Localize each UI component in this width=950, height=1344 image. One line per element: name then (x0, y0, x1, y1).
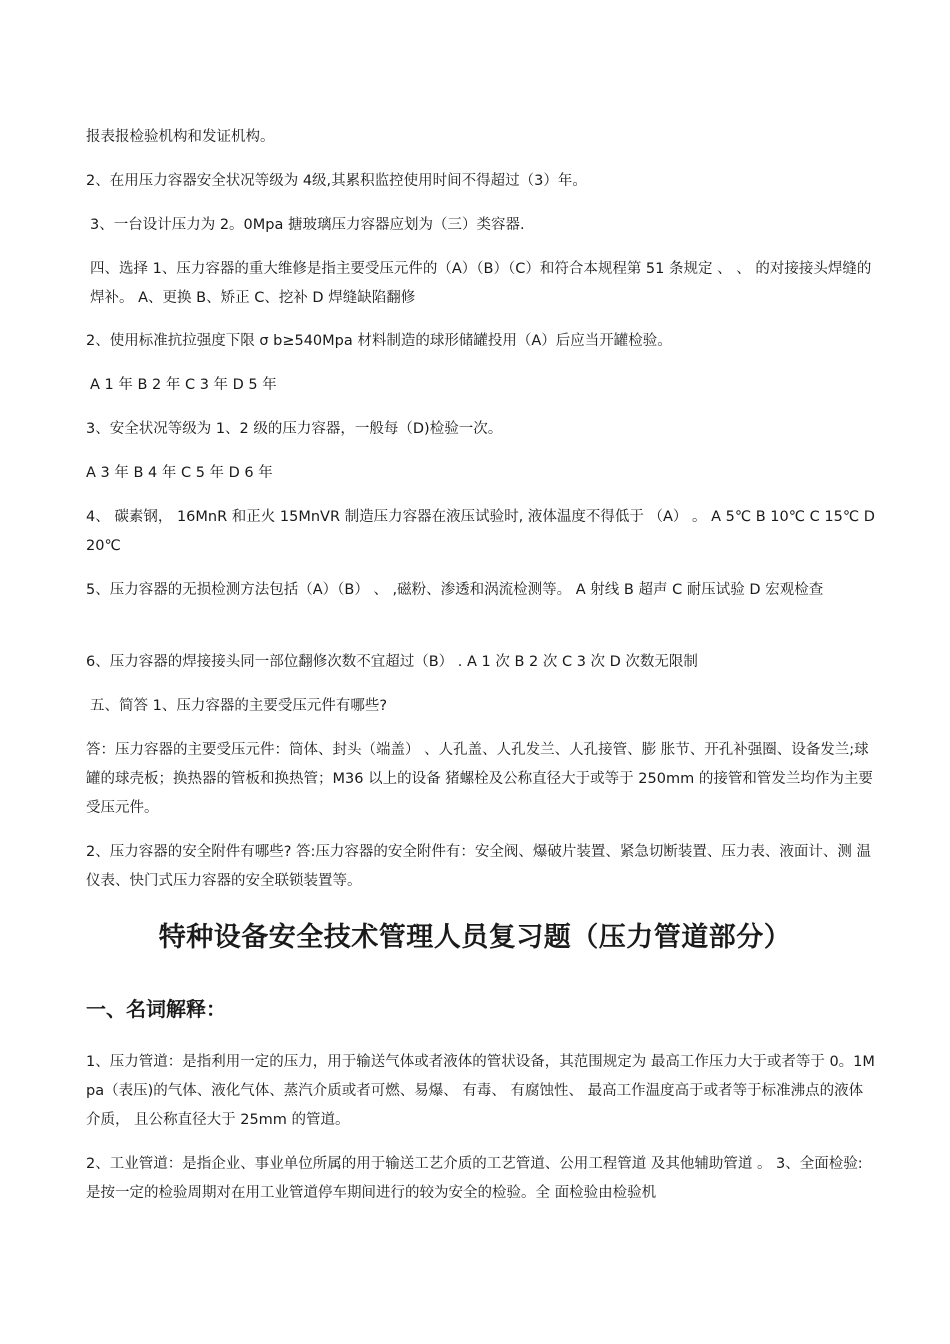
text-line-8: A 3 年 B 4 年 C 5 年 D 6 年 (86, 465, 273, 481)
text-line-10: 5、压力容器的无损检测方法包括（A）（B） 、 ,磁粉、渗透和涡流检测等。 A 射线 B 超声 C 耐压试验 D 宏观检查 (86, 582, 824, 598)
text-line-1: 报表报检验机构和发证机构。 (86, 129, 275, 145)
text-line-6: A 1 年 B 2 年 C 3 年 D 5 年 (90, 377, 277, 393)
text-line-5: 2、使用标准抗拉强度下限 σ b≥540Mpa 材料制造的球形储罐投用（A）后应当开罐检验。 (86, 333, 672, 349)
text-line-16: 2、工业管道：是指企业、事业单位所属的用于输送工艺介质的工艺管道、公用工程管道 及其他辅助管道 。 3、全面检验:是按一定的检验周期对在用工业管道停车期间进行的较为安全的检验。全 面检验由检验机 (86, 1156, 863, 1201)
text-line-9: 4、 碳素钢， 16MnR 和正火 15MnVR 制造压力容器在液压试验时, 液体温度不得低于 （A） 。 A 5℃ B 10℃ C 15℃ D 20℃ (86, 509, 875, 554)
section-heading: 一、名词解释： (86, 997, 226, 1021)
text-line-4: 四、选择 1、压力容器的重大维修是指主要受压元件的（A）（B）（C）和符合本规程第 51 条规定 、 、 的对接接头焊缝的焊补。 A、更换 B、矫正 C、挖补 D 焊缝缺陷翻修 (90, 261, 872, 306)
text-line-11: 6、压力容器的焊接接头同一部位翻修次数不宜超过（B） . A 1 次 B 2 次 C 3 次 D 次数无限制 (86, 654, 698, 670)
text-line-3: 3、一台设计压力为 2。0Mpa 搪玻璃压力容器应划为（三）类容器. (90, 217, 525, 233)
text-line-12: 五、简答 1、压力容器的主要受压元件有哪些? (90, 698, 388, 714)
text-line-15: 1、压力管道：是指利用一定的压力，用于输送气体或者液体的管状设备，其范围规定为 最高工作压力大于或者等于 0。1Mpa（表压)的气体、液化气体、蒸汽介质或者可燃、易爆、 有毒、 有腐蚀性、 最高工作温度高于或者等于标准沸点的液体介质， 且公称直径大于 25mm 的管道。 (86, 1054, 875, 1128)
text-line-14: 2、压力容器的安全附件有哪些? 答:压力容器的安全附件有：安全阀、爆破片装置、紧急切断装置、压力表、液面计、测 温仪表、快门式压力容器的安全联锁装置等。 (86, 844, 872, 889)
text-line-7: 3、安全状况等级为 1、2 级的压力容器，一般每（D)检验一次。 (86, 421, 503, 437)
text-line-2: 2、在用压力容器安全状况等级为 4级,其累积监控使用时间不得超过（3）年。 (86, 173, 587, 189)
text-line-13: 答：压力容器的主要受压元件：筒体、封头（端盖） 、人孔盖、人孔发兰、人孔接管、膨 胀节、开孔补强圈、设备发兰;球罐的球壳板；换热器的管板和换热管；M36 以上的设备 猪螺栓及公称直径大于或等于 250mm 的接管和管发兰均作为主要受压元件。 (86, 742, 873, 816)
page-title: 特种设备安全技术管理人员复习题（压力管道部分） (158, 922, 792, 953)
